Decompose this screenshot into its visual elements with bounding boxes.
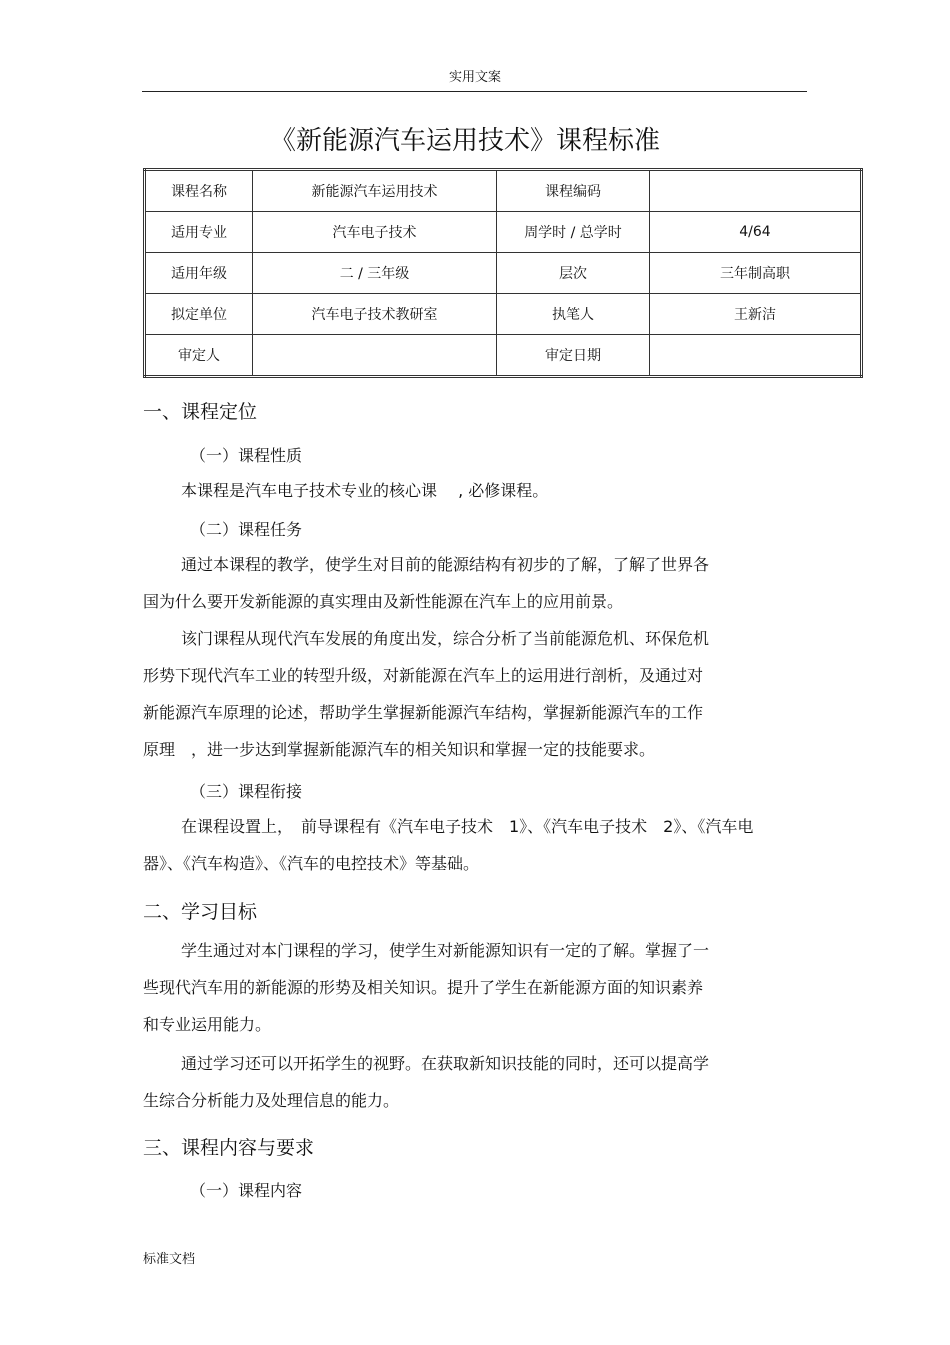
table-value-cell: 4/64 [650,212,862,253]
para-line: 通过本课程的教学，使学生对目前的能源结构有初步的了解，了解了世界各 [181,555,710,574]
course-info-table [143,168,863,378]
table-value-cell [650,335,862,377]
table-label-cell: 层次 [497,253,650,294]
section-2-heading: 二、学习目标 [143,901,258,923]
table-value-cell: 王新洁 [650,294,862,335]
table-label-cell: 课程名称 [145,170,253,212]
section-1-sub-3: （三）课程衔接 [190,782,303,801]
table-value-cell [253,335,497,377]
table-label-cell: 拟定单位 [145,294,253,335]
table-label-cell: 课程编码 [497,170,650,212]
table-value-cell: 汽车电子技术 [253,212,497,253]
para-line: 本课程是汽车电子技术专业的核心课 , 必修课程。 [181,481,549,500]
para-line: 些现代汽车用的新能源的形势及相关知识。提升了学生在新能源方面的知识素养 [143,978,704,997]
section-1-para-3 [143,620,709,768]
para-line: 原理 ，进一步达到掌握新能源汽车的相关知识和掌握一定的技能要求。 [143,740,656,759]
table-value-cell [650,170,862,212]
table-row [145,294,862,335]
section-3-sub-1: （一）课程内容 [190,1181,303,1200]
table-label-cell: 适用年级 [145,253,253,294]
page-footer: 标准文档 [143,1252,196,1267]
para-line: 学生通过对本门课程的学习，使学生对新能源知识有一定的了解。掌握了一 [181,941,710,960]
para-line: 国为什么要开发新能源的真实理由及新性能源在汽车上的应用前景。 [143,592,624,611]
para-line: 生综合分析能力及处理信息的能力。 [143,1091,400,1110]
table-row [145,170,862,212]
table-label-cell: 周学时 / 总学时 [497,212,650,253]
table-label-cell: 执笔人 [497,294,650,335]
table-row [145,253,862,294]
para-line: 器》、《汽车构造》、《汽车的电控技术》等基础。 [143,854,480,873]
para-line: 通过学习还可以开拓学生的视野。在获取新知识技能的同时，还可以提高学 [181,1054,710,1073]
table-label-cell: 适用专业 [145,212,253,253]
table-row [145,212,862,253]
document-title: 《新能源汽车运用技术》课程标准 [269,126,660,156]
table-value-cell: 汽车电子技术教研室 [253,294,497,335]
section-2-para-1 [143,932,709,1043]
header-rule [142,91,807,92]
page-header: 实用文案 [448,70,501,85]
table-row [145,335,862,377]
para-line: 和专业运用能力。 [143,1015,272,1034]
para-line: 形势下现代汽车工业的转型升级，对新能源在汽车上的运用进行剖析，及通过对 [143,666,704,685]
section-2-para-2 [143,1045,709,1119]
section-3-heading: 三、课程内容与要求 [143,1137,315,1159]
table-value-cell: 三年制高职 [650,253,862,294]
section-1-para-2 [143,546,709,620]
para-line: 新能源汽车原理的论述，帮助学生掌握新能源汽车结构，掌握新能源汽车的工作 [143,703,704,722]
section-1-sub-2: （二）课程任务 [190,520,303,539]
section-1-para-1 [143,472,548,509]
table-value-cell: 新能源汽车运用技术 [253,170,497,212]
table-label-cell: 审定人 [145,335,253,377]
section-1-sub-1: （一）课程性质 [190,446,303,465]
para-line: 该门课程从现代汽车发展的角度出发，综合分析了当前能源危机、环保危机 [181,629,710,648]
table-value-cell: 二 / 三年级 [253,253,497,294]
section-1-para-4 [143,808,753,882]
table-label-cell: 审定日期 [497,335,650,377]
para-line: 在课程设置上， 前导课程有《汽车电子技术 1》、《汽车电子技术 2》、《汽车电 [181,817,754,836]
section-1-heading: 一、课程定位 [143,401,258,423]
